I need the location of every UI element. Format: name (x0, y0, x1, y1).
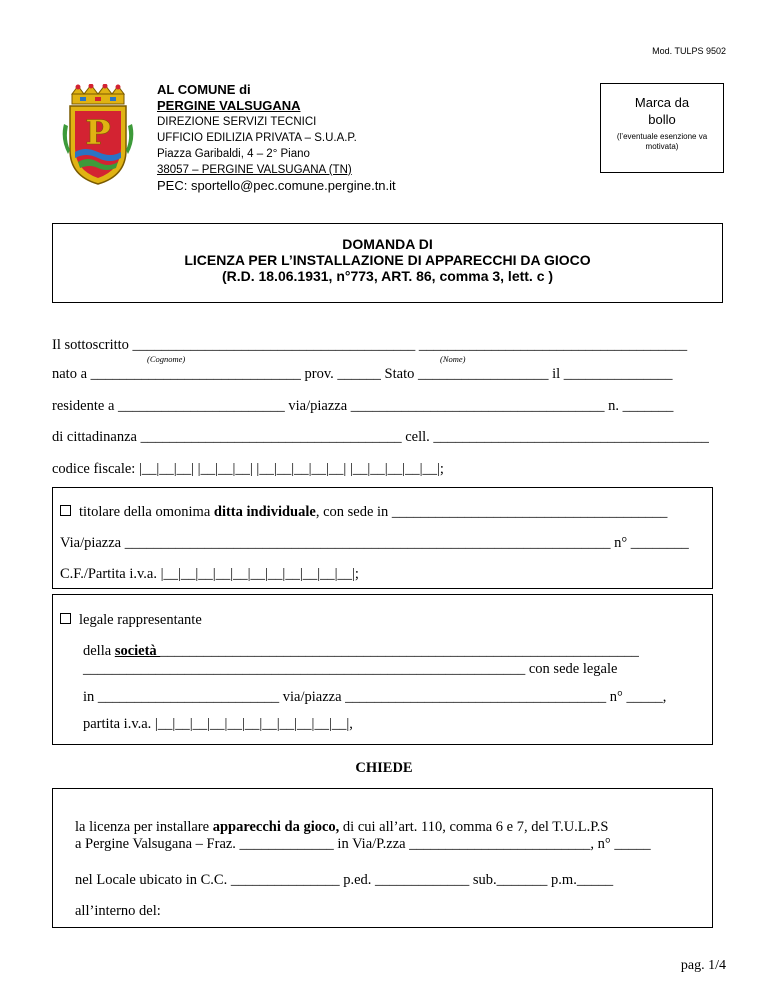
request-heading: CHIEDE (355, 760, 413, 776)
company-address-field[interactable]: in _________________________ via/piazza ____________________________________ n° _____, (83, 689, 667, 705)
company-vat-field[interactable]: partita i.v.a. |__|__|__|__|__|__|__|__|__|__|__|, (83, 716, 353, 732)
stamp-title-a: Marca da (634, 95, 690, 110)
surname-caption: (Cognome) (147, 354, 186, 364)
recipient-line1: AL COMUNE di (157, 82, 251, 97)
applicant-name-field[interactable]: Il sottoscritto _______________________________________ _____________________________________ (52, 337, 688, 353)
page-number: pag. 1/4 (680, 958, 726, 973)
recipient-pec: PEC: sportello@pec.comune.pergine.tn.it (157, 178, 396, 193)
revenue-stamp-box (600, 83, 724, 173)
premises-inside-label: all’interno del: (75, 903, 161, 919)
stamp-note: (l’eventuale esenzione va motivata) (616, 132, 708, 151)
birth-info-field[interactable]: nato a _____________________________ prov. ______ Stato __________________ il _______________ (52, 366, 673, 382)
title-line2: LICENZA PER L’INSTALLAZIONE DI APPARECCHI DA GIOCO (184, 252, 591, 268)
recipient-city: 38057 – PERGINE VALSUGANA (TN) (157, 164, 352, 176)
sole-proprietor-vat-field[interactable]: C.F./Partita i.v.a. |__|__|__|__|__|__|__|__|__|__|__|; (60, 566, 359, 582)
legal-representative-checkbox[interactable] (60, 613, 71, 624)
module-code: Mod. TULPS 9502 (652, 46, 726, 56)
sole-proprietor-line: titolare della omonima ditta individuale, con sede in ______________________________________ (60, 504, 667, 521)
legal-representative-line: legale rappresentante (60, 612, 202, 629)
stamp-title-b: bollo (648, 112, 676, 127)
sole-proprietor-checkbox[interactable] (60, 505, 71, 516)
sole-proprietor-address-field[interactable]: Via/piazza ___________________________________________________________________ n° ________ (60, 535, 689, 551)
premises-cadastral-field[interactable]: nel Locale ubicato in C.C. _______________ p.ed. _____________ sub._______ p.m._____ (75, 872, 614, 888)
recipient-municipality: PERGINE VALSUGANA (157, 98, 301, 113)
name-caption: (Nome) (440, 354, 466, 364)
municipal-crest-icon (60, 84, 136, 188)
residence-field[interactable]: residente a _______________________ via/piazza ___________________________________ n. _______ (52, 398, 674, 414)
recipient-street: Piazza Garibaldi, 4 – 2° Piano (157, 148, 310, 160)
citizenship-phone-field[interactable]: di cittadinanza ____________________________________ cell. ______________________________________ (52, 429, 709, 445)
company-name-field[interactable]: della società __________________________________________________________________ (83, 643, 639, 659)
request-location-field[interactable]: a Pergine Valsugana – Fraz. _____________ in Via/P.zza _________________________, n° _____ (75, 836, 651, 852)
company-registered-office-field[interactable]: _____________________________________________________________ con sede legale (83, 661, 618, 677)
request-line1: la licenza per installare apparecchi da gioco, di cui all’art. 110, comma 6 e 7, del T.U.L.P.S (75, 819, 609, 835)
recipient-dept1: DIREZIONE SERVIZI TECNICI (157, 116, 317, 128)
recipient-address (157, 82, 396, 194)
tax-code-field[interactable]: codice fiscale: |__|__|__| |__|__|__| |__|__|__|__|__| |__|__|__|__|__|; (52, 461, 444, 477)
title-line3: (R.D. 18.06.1931, n°773, ART. 86, comma 3, lett. c ) (221, 268, 554, 284)
svg-text:P: P (85, 113, 111, 153)
recipient-dept2: UFFICIO EDILIZIA PRIVATA – S.U.A.P. (157, 132, 357, 144)
form-title-box (52, 223, 723, 303)
title-line1: DOMANDA DI (342, 236, 433, 252)
